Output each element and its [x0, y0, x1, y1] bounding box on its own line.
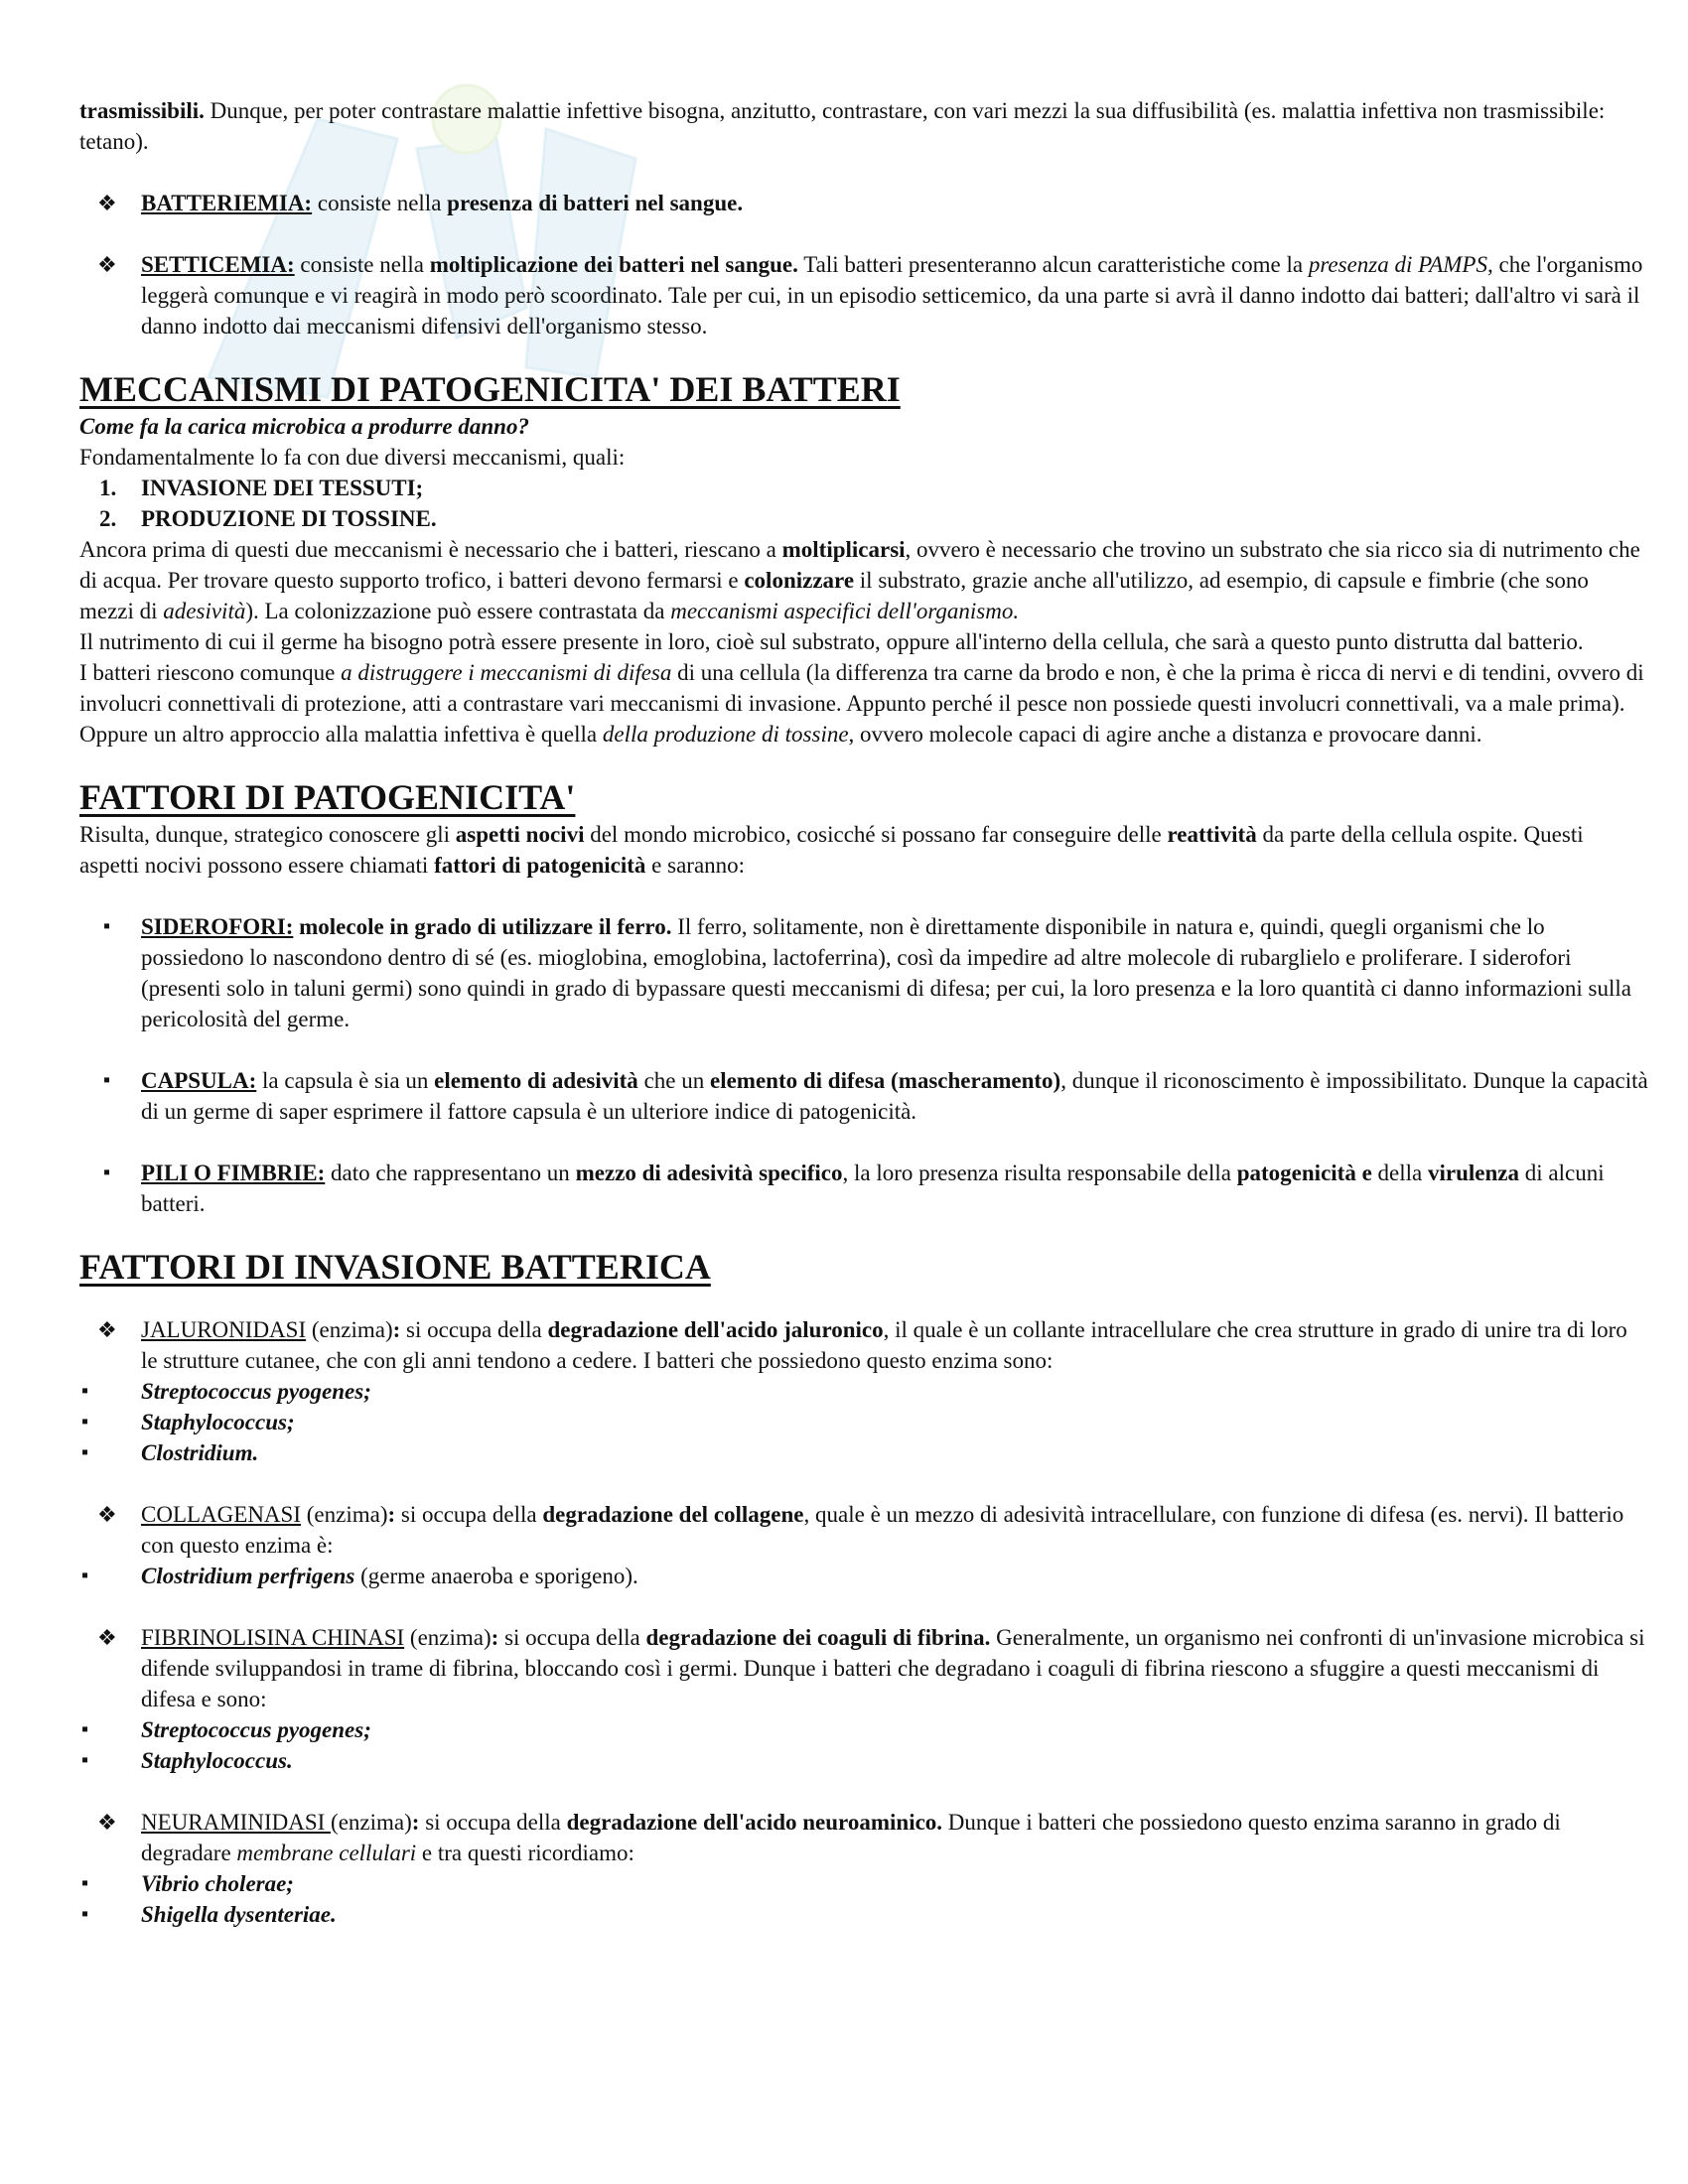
- pili-item: ▪ PILI O FIMBRIE: dato che rappresentano un mezzo di adesività specifico, la loro presenza risulta responsabile della patogenicità e della virulenza di alcuni batteri.: [79, 1158, 1648, 1219]
- jaluronidasi-item: ❖ JALURONIDASI (enzima): si occupa della degradazione dell'acido jaluronico, il quale è un collante intracellulare che crea strutture in grado di unire tra di loro le strutture cutanee, che con gli anni tendono a cedere. I batteri che possiedono questo enzima sono:: [79, 1314, 1648, 1376]
- square-bullet-icon: ▪: [81, 1903, 89, 1925]
- list-item: ▪ Clostridium perfrigens (germe anaeroba e sporigeno).: [79, 1561, 1648, 1591]
- square-bullet-icon: ▪: [103, 1161, 111, 1183]
- diamond-bullet-icon: ❖: [97, 1502, 117, 1527]
- paragraph: Risulta, dunque, strategico conoscere gli aspetti nocivi del mondo microbico, cosicché si possano far conseguire delle reattività da parte della cellula ospite. Questi aspetti nocivi possono essere chiamati fattori di patogenicità e saranno:: [79, 822, 1584, 878]
- paragraph: Ancora prima di questi due meccanismi è necessario che i batteri, riescano a moltiplicarsi, ovvero è necessario che trovino un substrato che sia ricco sia di nutrimento che di acqua. Per trovare questo supporto trofico, i batteri devono fermarsi e colonizzare il substrato, grazie anche all'utilizzo, ad esempio, di capsule e fimbrie (che sono mezzi di adesività). La colonizzazione può essere contrastata da meccanismi aspecifici dell'organismo.: [79, 537, 1640, 623]
- list-item: ▪ Streptococcus pyogenes;: [79, 1714, 1648, 1745]
- collagenasi-item: ❖ COLLAGENASI (enzima): si occupa della degradazione del collagene, quale è un mezzo di adesività intracellulare, con funzione di difesa (es. nervi). Il batterio con questo enzima è:: [79, 1499, 1648, 1561]
- list-item: ▪ Clostridium.: [79, 1437, 1648, 1468]
- intro-paragraph: trasmissibili. Dunque, per poter contrastare malattie infettive bisogna, anzitutto, contrastare, con vari mezzi la sua diffusibilità (es. malattia infettiva non trasmissibile: tetano).: [79, 98, 1606, 154]
- list-item: 2. PRODUZIONE DI TOSSINE.: [99, 506, 437, 531]
- batteriemia-item: ❖ BATTERIEMIA: consiste nella presenza di batteri nel sangue.: [79, 188, 1648, 218]
- list-item: ▪ Vibrio cholerae;: [79, 1868, 1648, 1899]
- list-item: ▪ Staphylococcus;: [79, 1407, 1648, 1437]
- list-item: ▪ Streptococcus pyogenes;: [79, 1376, 1648, 1407]
- diamond-bullet-icon: ❖: [97, 1317, 117, 1342]
- square-bullet-icon: ▪: [81, 1718, 89, 1740]
- list-item: ▪ Shigella dysenteriae.: [79, 1899, 1648, 1930]
- neuraminidasi-item: ❖ NEURAMINIDASI (enzima): si occupa della degradazione dell'acido neuroaminico. Dunque i batteri che possiedono questo enzima saranno in grado di degradare membrane cellulari e tra questi ricordiamo:: [79, 1807, 1648, 1868]
- siderofori-item: ▪ SIDEROFORI: molecole in grado di utilizzare il ferro. Il ferro, solitamente, non è direttamente disponibile in natura e, quindi, quegli organismi che lo possiedono lo nascondono dentro di sé (es. mioglobina, emoglobina, lactoferrina), così da impedire ad altre molecole di rubarglielo e proliferare. I siderofori (presenti solo in taluni germi) sono quindi in grado di bypassare questi meccanismi di difesa; per cui, la loro presenza e la loro quantità ci danno informazioni sulla pericolosità del germe.: [79, 911, 1648, 1034]
- diamond-bullet-icon: ❖: [97, 1810, 117, 1835]
- paragraph: Il nutrimento di cui il germe ha bisogno potrà essere presente in loro, cioè sul substrato, oppure all'interno della cellula, che sarà a questo punto distrutta dal batterio.: [79, 629, 1584, 654]
- capsula-item: ▪ CAPSULA: la capsula è sia un elemento di adesività che un elemento di difesa (mascheramento), dunque il riconoscimento è impossibilitato. Dunque la capacità di un germe di saper esprimere il fattore capsula è un ulteriore indice di patogenicità.: [79, 1065, 1648, 1127]
- setticemia-item: ❖ SETTICEMIA: consiste nella moltiplicazione dei batteri nel sangue. Tali batteri presenteranno alcun caratteristiche come la presenza di PAMPS, che l'organismo leggerà comunque e vi reagirà in modo però scoordinato. Tale per cui, in un episodio setticemico, da una parte si avrà il danno indotto dai batteri; dall'altro vi sarà il danno indotto dai meccanismi difensivi dell'organismo stesso.: [79, 249, 1648, 341]
- square-bullet-icon: ▪: [81, 1872, 89, 1894]
- numbered-list: [79, 473, 1648, 534]
- square-bullet-icon: ▪: [103, 1069, 111, 1091]
- paragraph: I batteri riescono comunque a distruggere i meccanismi di difesa di una cellula (la differenza tra carne da brodo e non, è che la prima è ricca di nervi e di tendini, ovvero di involucri connettivali di protezione, atti a contrastare vari meccanismi di invasione. Appunto perché il pesce non possiede questi involucri connettivali, va a male prima). Oppure un altro approccio alla malattia infettiva è quella della produzione di tossine, ovvero molecole capaci di agire anche a distanza e provocare danni.: [79, 660, 1644, 747]
- list-item: 1. INVASIONE DEI TESSUTI;: [99, 476, 424, 500]
- section-title-fattori-patogenicita: FATTORI DI PATOGENICITA': [79, 777, 576, 817]
- diamond-bullet-icon: ❖: [97, 252, 117, 277]
- square-bullet-icon: ▪: [103, 915, 111, 937]
- diamond-bullet-icon: ❖: [97, 1625, 117, 1650]
- square-bullet-icon: ▪: [81, 1749, 89, 1771]
- square-bullet-icon: ▪: [81, 1380, 89, 1402]
- section-title-invasione: FATTORI DI INVASIONE BATTERICA: [79, 1247, 711, 1287]
- fibrinolisina-item: ❖ FIBRINOLISINA CHINASI (enzima): si occupa della degradazione dei coaguli di fibrina. Generalmente, un organismo nei confronti di un'invasione microbica si difende sviluppandosi in trame di fibrina, bloccando così i germi. Dunque i batteri che degradano i coaguli di fibrina riescono a sfuggire a questi meccanismi di difesa e sono:: [79, 1622, 1648, 1714]
- square-bullet-icon: ▪: [81, 1441, 89, 1463]
- document-page: [79, 95, 1648, 1930]
- square-bullet-icon: ▪: [81, 1565, 89, 1586]
- square-bullet-icon: ▪: [81, 1411, 89, 1433]
- diamond-bullet-icon: ❖: [97, 191, 117, 215]
- section-lead: Fondamentalmente lo fa con due diversi meccanismi, quali:: [79, 445, 626, 470]
- section-title-meccanismi: MECCANISMI DI PATOGENICITA' DEI BATTERI: [79, 369, 901, 409]
- section-question: Come fa la carica microbica a produrre danno?: [79, 414, 529, 439]
- list-item: ▪ Staphylococcus.: [79, 1745, 1648, 1776]
